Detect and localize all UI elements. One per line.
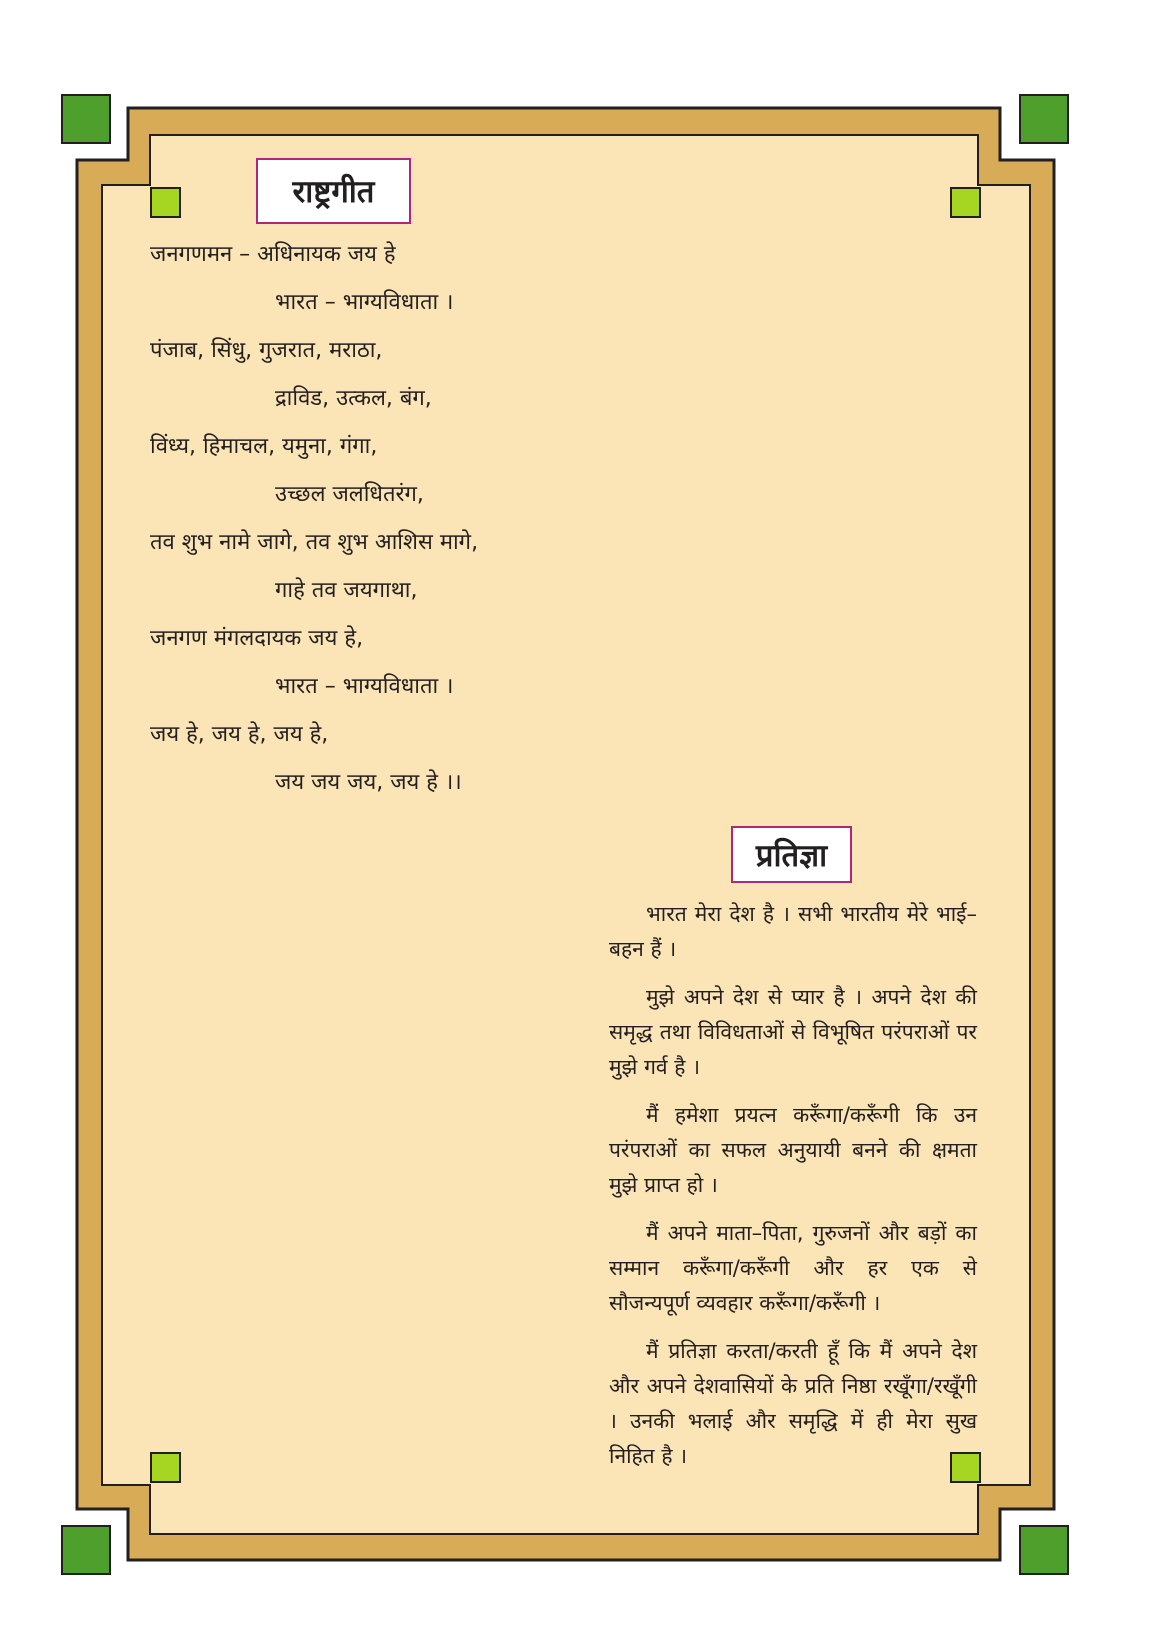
anthem-line: जनगणमन – अधिनायक जय हे <box>150 242 396 267</box>
pledge-paragraph: मैं हमेशा प्रयत्न करूँगा/करूँगी कि उन परंपराओं का सफल अनुयायी बनने की क्षमता मुझे प्राप्त हो । <box>609 1103 977 1197</box>
pledge-title: प्रतिज्ञा <box>731 826 852 883</box>
corner-square-outer-bottom-right <box>1020 1526 1068 1574</box>
pledge-text <box>609 897 977 1487</box>
pledge-paragraph: मैं अपने माता–पिता, गुरुजनों और बड़ों का सम्मान करूँगा/करूँगी और हर एक से सौजन्यपूर्ण व्यवहार करूँगा/करूँगी । <box>609 1221 977 1315</box>
anthem-line: गाहे तव जयगाथा, <box>275 578 418 603</box>
corner-square-inner-top-left <box>151 188 180 217</box>
pledge-paragraph: भारत मेरा देश है । सभी भारतीय मेरे भाई–बहन हैं । <box>609 902 977 961</box>
anthem-line: जनगण मंगलदायक जय हे, <box>150 626 364 651</box>
anthem-line: जय जय जय, जय हे ।। <box>275 770 462 795</box>
anthem-lines <box>150 240 570 816</box>
corner-square-inner-bottom-left <box>151 1453 180 1482</box>
pledge-paragraph: मैं प्रतिज्ञा करता/करती हूँ कि मैं अपने देश और अपने देशवासियों के प्रति निष्ठा रखूँगा/रखूँगी । उनकी भलाई और समृद्धि में ही मेरा सुख निहित है । <box>609 1339 977 1468</box>
corner-square-outer-bottom-left <box>62 1526 110 1574</box>
anthem-line: उच्छल जलधितरंग, <box>275 482 424 507</box>
anthem-line: जय हे, जय हे, जय हे, <box>150 722 329 747</box>
anthem-line: पंजाब, सिंधु, गुजरात, मराठा, <box>150 338 383 363</box>
corner-square-inner-top-right <box>951 188 980 217</box>
anthem-line: भारत – भाग्यविधाता । <box>275 290 454 315</box>
anthem-line: द्राविड, उत्कल, बंग, <box>275 386 432 411</box>
anthem-line: भारत – भाग्यविधाता । <box>275 674 454 699</box>
anthem-line: तव शुभ नामे जागे, तव शुभ आशिस मागे, <box>150 530 479 555</box>
corner-square-outer-top-left <box>62 95 110 143</box>
anthem-line: विंध्य, हिमाचल, यमुना, गंगा, <box>150 434 378 459</box>
corner-square-outer-top-right <box>1020 95 1068 143</box>
anthem-title: राष्ट्रगीत <box>256 158 411 224</box>
pledge-paragraph: मुझे अपने देश से प्यार है । अपने देश की समृद्ध तथा विविधताओं से विभूषित परंपराओं पर मुझे गर्व है । <box>609 985 977 1079</box>
